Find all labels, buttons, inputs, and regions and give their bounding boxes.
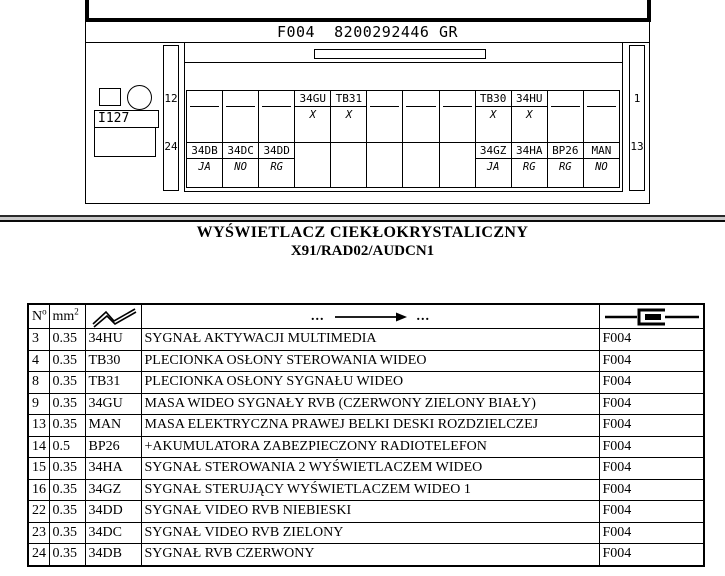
wire-code-cell: TB30 <box>85 350 141 372</box>
pin-wire-color: RG <box>270 161 284 173</box>
gauge-cell: 0.35 <box>49 501 85 523</box>
signal-description-cell: PLECIONKA OSŁONY SYGNAŁU WIDEO <box>141 372 599 394</box>
pin-separator-line <box>443 91 472 107</box>
signal-description-cell: SYGNAŁ VIDEO RVB ZIELONY <box>141 522 599 544</box>
connector-drawing <box>85 42 650 204</box>
pin-number-cell: 4 <box>28 350 49 372</box>
table-row <box>28 415 704 437</box>
wire-code-cell: 34DD <box>85 501 141 523</box>
col-header-gauge: $mm^2$ <box>49 304 85 329</box>
pin-code: TB30 <box>476 91 511 107</box>
pin-marker-1: 1 <box>633 92 641 105</box>
wire-code-cell: 34DB <box>85 544 141 566</box>
gauge-cell: 0.35 <box>49 393 85 415</box>
table-row <box>28 393 704 415</box>
col-header-pin-number: $N^o$ <box>28 304 49 329</box>
connector-part-number-bar <box>85 20 650 43</box>
signal-description-cell: SYGNAŁ VIDEO RVB NIEBIESKI <box>141 501 599 523</box>
pin-cell <box>547 91 583 142</box>
gauge-cell: 0.35 <box>49 372 85 394</box>
table-row <box>28 372 704 394</box>
pin-code: 34DB <box>187 143 222 159</box>
wire-code-cell: MAN <box>85 415 141 437</box>
dots-right: ... <box>416 308 430 324</box>
pin-cell <box>475 143 511 187</box>
pin-row-top <box>187 91 619 143</box>
pin-number-cell: 13 <box>28 415 49 437</box>
component-circle-symbol <box>127 85 152 110</box>
table-row <box>28 479 704 501</box>
connector-ref-cell: F004 <box>599 522 704 544</box>
pin-wire-color: JA <box>198 161 211 173</box>
table-row <box>28 522 704 544</box>
pin-wire-color: X <box>526 109 533 121</box>
pin-cell <box>366 143 402 187</box>
wire-code-cell: 34GU <box>85 393 141 415</box>
wire-code-cell: BP26 <box>85 436 141 458</box>
gauge-cell: 0.35 <box>49 544 85 566</box>
pin-marker-12: 12 <box>164 92 178 105</box>
pin-row-bottom <box>187 143 619 187</box>
pin-cell <box>187 143 222 187</box>
pin-wire-color: RG <box>558 161 572 173</box>
pin-wire-color: JA <box>486 161 500 173</box>
connector-ref-cell: F004 <box>599 329 704 351</box>
pin-cell <box>187 91 222 142</box>
connector-ref-cell: F004 <box>599 479 704 501</box>
title-block <box>0 224 725 260</box>
pin-grid <box>186 90 620 188</box>
gauge-cell: 0.5 <box>49 436 85 458</box>
connector-slot-band <box>185 43 622 63</box>
dots-left: ... <box>311 308 325 324</box>
pin-cell <box>439 91 475 142</box>
pin-separator-line <box>370 91 399 107</box>
signal-description-cell: SYGNAŁ RVB CZERWONY <box>141 544 599 566</box>
wire-zigzag-icon <box>85 304 141 329</box>
pin-cell <box>222 91 258 142</box>
table-row <box>28 458 704 480</box>
connector-left-edge <box>163 45 179 191</box>
connector-keying-slot <box>314 49 486 59</box>
pin-marker-24: 24 <box>164 140 178 153</box>
signal-description-cell: MASA ELEKTRYCZNA PRAWEJ BELKI DESKI ROZDZIELCZEJ <box>141 415 599 437</box>
upper-schematic-frame <box>85 0 651 22</box>
component-ref-box <box>94 110 159 128</box>
gauge-cell: 0.35 <box>49 415 85 437</box>
component-ref: I127 <box>98 111 130 126</box>
connector-ref-cell: F004 <box>599 436 704 458</box>
signal-description-cell: SYGNAŁ STEROWANIA 2 WYŚWIETLACZEM WIDEO <box>141 458 599 480</box>
gauge-cell: 0.35 <box>49 479 85 501</box>
pin-number-cell: 9 <box>28 393 49 415</box>
pin-cell <box>294 143 330 187</box>
pin-code: TB31 <box>331 91 366 107</box>
pin-cell <box>475 91 511 142</box>
wire-code-cell: 34HU <box>85 329 141 351</box>
pin-number-cell: 14 <box>28 436 49 458</box>
connector-ref-cell: F004 <box>599 544 704 566</box>
pin-separator-line <box>226 91 255 107</box>
pin-cell <box>222 143 258 187</box>
pin-code: BP26 <box>548 143 583 159</box>
component-empty-box <box>94 127 156 157</box>
pin-number-cell: 24 <box>28 544 49 566</box>
pin-wire-color: NO <box>234 161 247 173</box>
gauge-cell: 0.35 <box>49 458 85 480</box>
pin-separator-line <box>262 91 291 107</box>
signal-description-cell: MASA WIDEO SYGNAŁY RVB (CZERWONY ZIELONY BIAŁY) <box>141 393 599 415</box>
component-rect-symbol <box>99 88 121 106</box>
pin-number-cell: 3 <box>28 329 49 351</box>
pin-code: 34HU <box>512 91 547 107</box>
gauge-cell: 0.35 <box>49 350 85 372</box>
pin-cell <box>402 91 438 142</box>
pin-code: 34DC <box>223 143 258 159</box>
connector-body <box>184 42 623 192</box>
connector-plug-icon <box>599 304 704 329</box>
wire-table <box>27 303 705 567</box>
pin-code: 34GU <box>295 91 330 107</box>
connector-part-number: F004 8200292446 GR <box>276 22 459 41</box>
pin-cell <box>583 143 619 187</box>
pin-separator-line <box>587 91 616 107</box>
pin-cell <box>583 91 619 142</box>
pin-cell <box>439 143 475 187</box>
connector-ref-cell: F004 <box>599 372 704 394</box>
pin-cell <box>511 91 547 142</box>
pin-cell <box>330 91 366 142</box>
signal-description-cell: SYGNAŁ AKTYWACJI MULTIMEDIA <box>141 329 599 351</box>
pin-wire-color: X <box>309 109 316 121</box>
pin-number-cell: 8 <box>28 372 49 394</box>
pin-separator-line <box>551 91 580 107</box>
pin-cell <box>330 143 366 187</box>
connector-ref-cell: F004 <box>599 458 704 480</box>
table-row <box>28 436 704 458</box>
gauge-cell: 0.35 <box>49 329 85 351</box>
wire-code-cell: 34GZ <box>85 479 141 501</box>
pin-wire-color: RG <box>522 161 536 173</box>
connector-ref-cell: F004 <box>599 393 704 415</box>
connector-ref-cell: F004 <box>599 350 704 372</box>
pin-code: 34DD <box>259 143 294 159</box>
section-divider <box>0 215 725 222</box>
wire-code-cell: 34HA <box>85 458 141 480</box>
pin-code: 34HA <box>512 143 547 159</box>
pin-number-cell: 22 <box>28 501 49 523</box>
wire-table-header-row <box>28 304 704 329</box>
col-header-destination <box>141 304 599 329</box>
pin-wire-color: NO <box>595 161 608 173</box>
signal-description-cell: SYGNAŁ STERUJĄCY WYŚWIETLACZEM WIDEO 1 <box>141 479 599 501</box>
table-row <box>28 501 704 523</box>
pin-cell <box>547 143 583 187</box>
gauge-cell: 0.35 <box>49 522 85 544</box>
pin-wire-color: X <box>490 109 497 121</box>
pin-marker-13: 13 <box>630 140 644 153</box>
wire-code-cell: 34DC <box>85 522 141 544</box>
pin-number-cell: 15 <box>28 458 49 480</box>
pin-separator-line <box>190 91 219 107</box>
pin-cell <box>402 143 438 187</box>
pin-code: 34GZ <box>476 143 511 159</box>
pin-cell <box>366 91 402 142</box>
pin-cell <box>258 143 294 187</box>
pin-wire-color: X <box>345 109 353 121</box>
page-subtitle: X91/RAD02/AUDCN1 <box>290 243 435 259</box>
page-title: WYŚWIETLACZ CIEKŁOKRYSTALICZNY <box>196 224 529 241</box>
pin-cell <box>258 91 294 142</box>
table-row <box>28 544 704 566</box>
pin-code: MAN <box>584 143 619 159</box>
connector-ref-cell: F004 <box>599 415 704 437</box>
arrow-right-icon <box>334 311 408 323</box>
signal-description-cell: +AKUMULATORA ZABEZPIECZONY RADIOTELEFON <box>141 436 599 458</box>
pin-cell <box>511 143 547 187</box>
pin-number-cell: 16 <box>28 479 49 501</box>
wire-code-cell: TB31 <box>85 372 141 394</box>
connector-ref-cell: F004 <box>599 501 704 523</box>
table-row <box>28 350 704 372</box>
connector-right-edge <box>629 45 645 191</box>
pin-number-cell: 23 <box>28 522 49 544</box>
pin-cell <box>294 91 330 142</box>
pin-separator-line <box>406 91 435 107</box>
signal-description-cell: PLECIONKA OSŁONY STEROWANIA WIDEO <box>141 350 599 372</box>
table-row <box>28 329 704 351</box>
